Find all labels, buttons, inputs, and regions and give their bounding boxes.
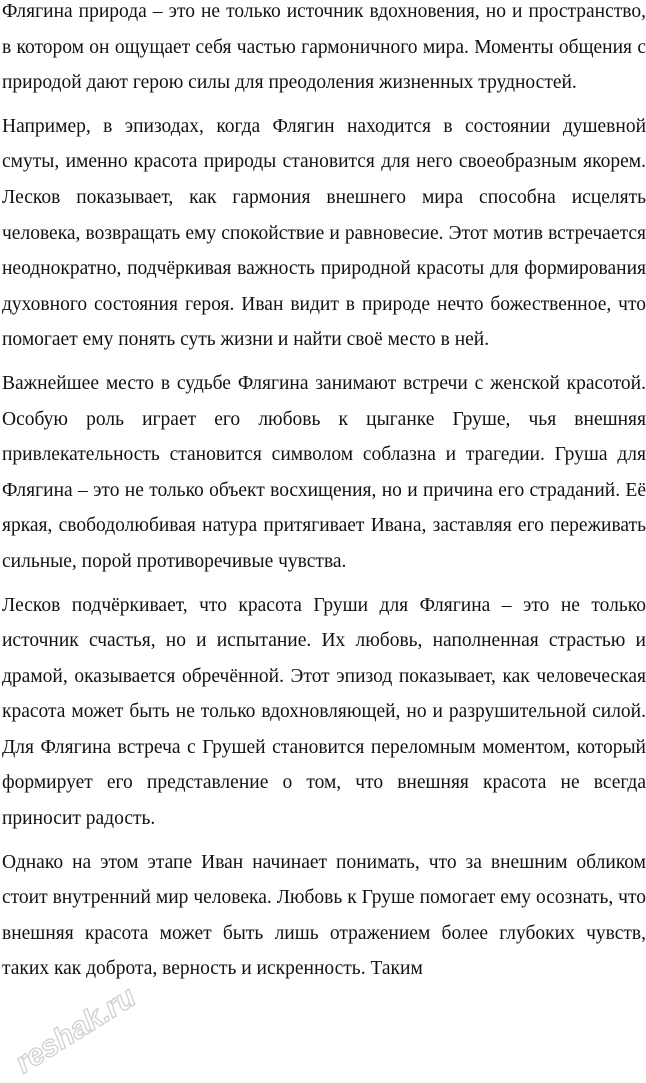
paragraph-3: Важнейшее место в судьбе Флягина занимают встречи с женской красотой. Особую роль играет его любовь к цыганке Груше, чья внешняя привлекательность становится символом соблазна и трагедии. Груша для Флягина – это не только объект восхищения, но и причина его страданий. Её яркая, свободолюбивая натура притягивает Ивана, заставляя его переживать сильные, порой противоречивые чувства.: [2, 372, 646, 572]
svg-text:reshak.ru: reshak.ru: [9, 980, 142, 1078]
paragraph-4: Лесков подчёркивает, что красота Груши для Флягина – это не только источник счастья, но и испытание. Их любовь, наполненная страстью и драмой, оказывается обречённой. Этот эпизод показывает, как человеческая красота может быть не только вдохновляющей, но и разрушительной силой. Для Флягина встреча с Грушей становится переломным моментом, который формирует его представление о том, что внешняя красота не всегда приносит радость.: [2, 594, 646, 830]
paragraph-2: Например, в эпизодах, когда Флягин находится в состоянии душевной смуты, именно красота природы становится для него своеобразным якорем. Лесков показывает, как гармония внешнего мира способна исцелять человека, возвращать ему спокойствие и равновесие. Этот мотив встречается неоднократно, подчёркивая важность природной красоты для формирования духовного состояния героя. Иван видит в природе нечто божественное, что помогает ему понять суть жизни и найти своё место в ней.: [2, 115, 646, 351]
paragraph-1: Флягина природа – это не только источник вдохновения, но и пространство, в котором он ощущает себя частью гармоничного мира. Моменты общения с природой дают герою силы для преодоления жизненных трудностей.: [2, 1, 646, 94]
document-body: [2, 0, 646, 995]
paragraph-5: Однако на этом этапе Иван начинает понимать, что за внешним обликом стоит внутренний мир человека. Любовь к Груше помогает ему осознать, что внешняя красота может быть лишь отражением более глубоких чувств, таких как доброта, верность и искренность. Таким: [2, 851, 646, 980]
